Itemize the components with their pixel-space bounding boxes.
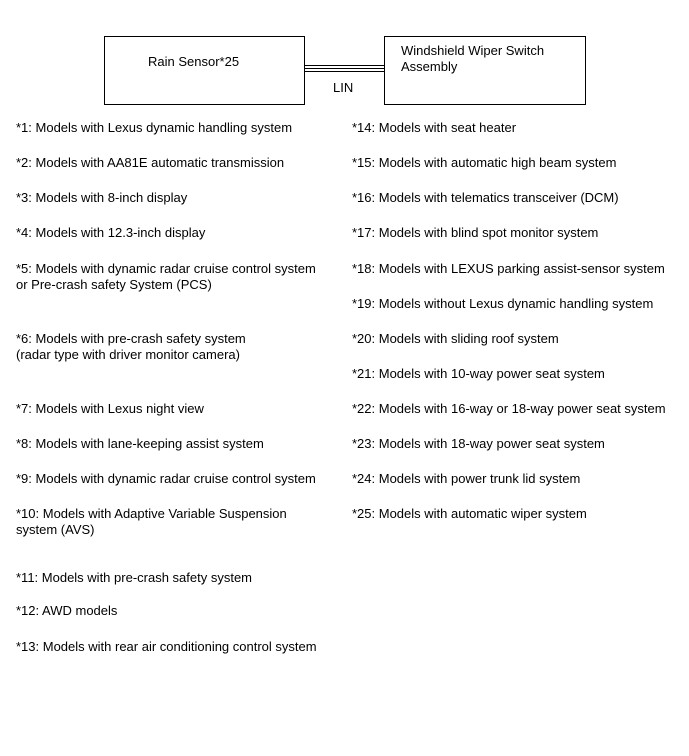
rain-sensor-box <box>104 36 305 105</box>
rain-sensor-label: Rain Sensor*25 <box>148 54 240 69</box>
note-22: *22: Models with 16-way or 18-way power seat system <box>352 401 666 416</box>
note-12: *12: AWD models <box>16 603 118 618</box>
note-21: *21: Models with 10-way power seat system <box>352 366 605 381</box>
note-5: *5: Models with dynamic radar cruise control system or Pre-crash safety System (PCS) <box>16 261 316 292</box>
note-1: *1: Models with Lexus dynamic handling system <box>16 120 293 135</box>
note-25: *25: Models with automatic wiper system <box>352 506 587 521</box>
note-13: *13: Models with rear air conditioning control system <box>16 639 317 654</box>
note-23: *23: Models with 18-way power seat system <box>352 436 605 451</box>
note-19: *19: Models without Lexus dynamic handling system <box>352 296 654 311</box>
note-20: *20: Models with sliding roof system <box>352 331 559 346</box>
lin-bus-line-3 <box>305 71 384 72</box>
note-3: *3: Models with 8-inch display <box>16 190 188 205</box>
windshield-wiper-switch-label: Windshield Wiper Switch Assembly <box>401 43 545 74</box>
windshield-wiper-switch-box <box>384 36 586 105</box>
note-6: *6: Models with pre-crash safety system (radar type with driver monitor camera) <box>16 331 246 362</box>
lin-bus-label: LIN <box>333 80 354 95</box>
lin-bus-line-1 <box>305 65 384 66</box>
note-11: *11: Models with pre-crash safety system <box>16 570 253 585</box>
note-10: *10: Models with Adaptive Variable Suspension system (AVS) <box>16 506 287 537</box>
note-9: *9: Models with dynamic radar cruise control system <box>16 471 316 486</box>
note-18: *18: Models with LEXUS parking assist-sensor system <box>352 261 665 276</box>
note-4: *4: Models with 12.3-inch display <box>16 225 206 240</box>
lin-bus-line-2 <box>305 68 384 69</box>
note-16: *16: Models with telematics transceiver (DCM) <box>352 190 619 205</box>
note-8: *8: Models with lane-keeping assist system <box>16 436 264 451</box>
note-17: *17: Models with blind spot monitor system <box>352 225 599 240</box>
note-15: *15: Models with automatic high beam system <box>352 155 617 170</box>
note-2: *2: Models with AA81E automatic transmission <box>16 155 285 170</box>
note-14: *14: Models with seat heater <box>352 120 517 135</box>
note-24: *24: Models with power trunk lid system <box>352 471 581 486</box>
note-7: *7: Models with Lexus night view <box>16 401 204 416</box>
